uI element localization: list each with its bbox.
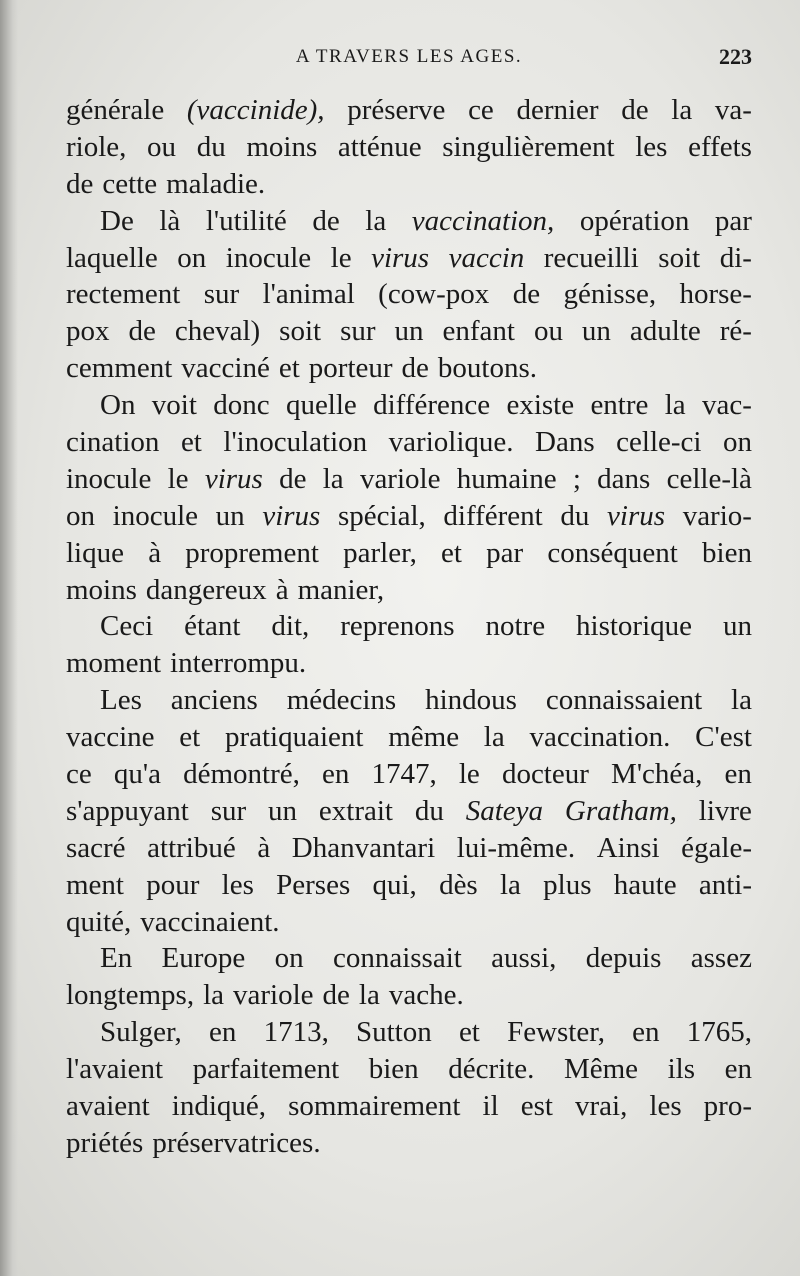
text-line: l'avaient parfaitement bien décrite. Même ils en <box>66 1053 752 1086</box>
text-line: inocule le virus de la variole humaine ; dans celle-là <box>66 462 752 495</box>
text-line: générale (vaccinide), préserve ce dernier de la va- <box>66 94 752 126</box>
paragraph <box>66 203 752 387</box>
text-line: cemment vacciné et porteur de boutons. <box>66 352 537 385</box>
paragraph <box>66 940 752 1014</box>
paragraph <box>66 608 752 682</box>
text-line: moment interrompu. <box>66 647 307 680</box>
body-text <box>66 92 752 1162</box>
text-line: riole, ou du moins atténue singulièrement les effets <box>66 130 752 163</box>
running-header <box>66 40 752 76</box>
text-line: ce qu'a démontré, en 1747, le docteur M'chéa, en <box>66 758 752 791</box>
text-line: Sulger, en 1713, Sutton et Fewster, en 1765, <box>100 1016 752 1049</box>
running-title: A TRAVERS LES AGES. <box>295 46 523 67</box>
paragraph <box>66 92 752 203</box>
text-line: sacré attribué à Dhanvantari lui-même. Ainsi égale- <box>66 831 752 864</box>
paragraph <box>66 387 752 608</box>
text-line: avaient indiqué, sommairement il est vrai, les pro- <box>66 1090 752 1123</box>
text-line: on inocule un virus spécial, différent du virus vario- <box>66 499 752 532</box>
text-line: vaccine et pratiquaient même la vaccination. C'est <box>66 721 752 754</box>
text-line: On voit donc quelle différence existe entre la vac- <box>100 389 752 422</box>
text-line: pox de cheval) soit sur un enfant ou un adulte ré- <box>66 315 752 348</box>
paragraph <box>66 682 752 940</box>
text-line: lique à proprement parler, et par conséquent bien <box>66 536 752 569</box>
text-line: ment pour les Perses qui, dès la plus haute anti- <box>66 868 752 901</box>
text-line: laquelle on inocule le virus vaccin recueilli soit di- <box>66 241 752 274</box>
text-line: cination et l'inoculation variolique. Dans celle-ci on <box>66 426 752 459</box>
text-line: s'appuyant sur un extrait du Sateya Gratham, livre <box>66 794 752 827</box>
text-line: Ceci étant dit, reprenons notre historique un <box>100 610 752 643</box>
text-line: De là l'utilité de la vaccination, opération par <box>100 204 752 237</box>
page-number: 223 <box>719 44 752 69</box>
page-binding-shadow <box>0 0 18 1276</box>
text-line: moins dangereux à manier, <box>66 573 385 606</box>
text-line: quité, vaccinaient. <box>66 905 280 938</box>
text-line: priétés préservatrices. <box>66 1126 321 1159</box>
text-line: En Europe on connaissait aussi, depuis assez <box>100 942 752 975</box>
text-line: longtemps, la variole de la vache. <box>66 979 464 1012</box>
text-line: rectement sur l'animal (cow-pox de génisse, horse- <box>66 278 752 311</box>
text-line: Les anciens médecins hindous connaissaient la <box>100 684 752 717</box>
text-line: de cette maladie. <box>66 167 266 200</box>
paragraph <box>66 1014 752 1162</box>
